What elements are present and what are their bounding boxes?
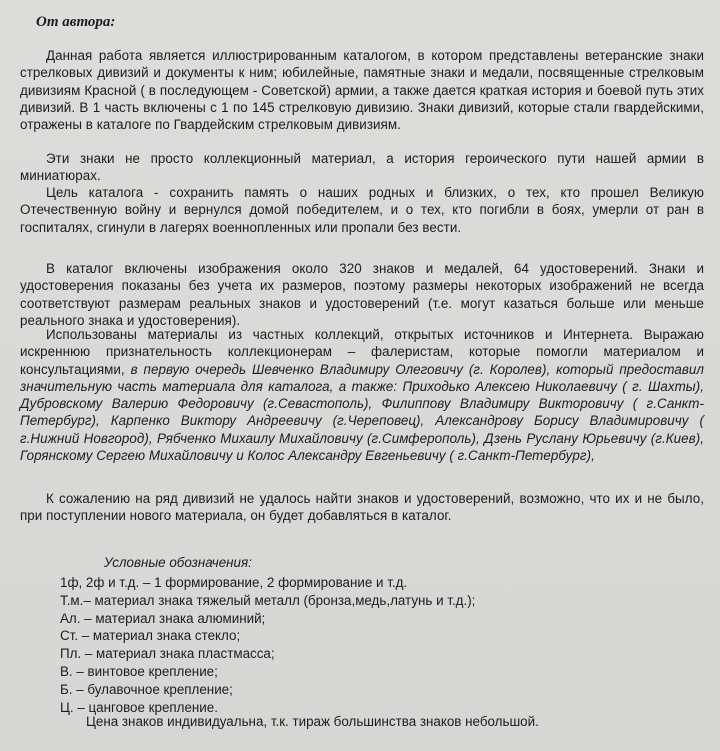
legend-item: В. – винтовое крепление; — [60, 663, 218, 679]
acknowledgements-italic: в первую очередь Шевченко Владимиру Олеговичу (г. Королев), который предоставил значительную часть материала для каталога, а также: Приходько Алексею Николаевичу ( г. Шахты), Дубровскому Валерию Федоровичу (г.Севастополь), Филиппову Владимиру Викторовичу ( г.Санкт-Петербург), Карпенко Виктору Андреевичу (г.Череповец), Александрову Борису Владимировичу ( г.Нижний Новгород), Рябченко Михаилу Михайловичу (г.Симферополь), Дзень Руслану Юрьевичу (г.Киев), Горянскому Сергею Михайловичу и Колос Александру Евгеньевичу ( г.Санкт-Петербург), — [20, 361, 705, 464]
legend-item: Т.м.– материал знака тяжелый металл (бронза,медь,латунь и т.д.); — [60, 592, 476, 608]
paragraph-intro: Данная работа является иллюстрированным каталогом, в котором представлены ветеранские знаки стрелковых дивизий и документы к ним; юбилейные, памятные знаки и медали, посвященные стрелковым дивизиям Красной ( в последующем - Советской) армии, а также дается краткая история и боевой путь этих дивизий. В 1 часть включены с 1 по 145 стрелковую дивизию. Знаки дивизий, которые стали гвардейскими, отражены в каталоге по Гвардейским стрелковым дивизиям. — [20, 48, 704, 133]
paragraph-regret: К сожалению на ряд дивизий не удалось найти знаков и удостоверений, возможно, что их и не было, при поступлении нового материала, он будет добавляться в каталог. — [20, 491, 704, 524]
legend-list — [60, 574, 475, 716]
legend-item: Ал. – материал знака алюминий; — [60, 610, 266, 626]
legend-item: Пл. – материал знака пластмасса; — [60, 646, 275, 662]
paragraph-contents: В каталог включены изображения около 320 знаков и медалей, 64 удостоверений. Знаки и удостоверения показаны без учета их размеров, поэтому размеры некоторых изображений не всегда соответствуют размерам реальных знаков и удостоверений (т.е. могут казаться больше или меньше реального знака и удостоверения). — [20, 261, 704, 328]
paragraph-acknowledgements — [20, 326, 704, 464]
price-note: Цена знаков индивидуальна, т.к. тираж большинства знаков небольшой. — [86, 714, 539, 729]
legend-item: Ц. – цанговое крепление. — [60, 699, 218, 715]
paragraph-miniatures: Эти знаки не просто коллекционный материал, а история героического пути нашей армии в миниатюрах. — [20, 151, 704, 184]
author-heading: От автора: — [36, 14, 116, 30]
acknowledgements-plain: Использованы материалы из частных коллекций, открытых источников и Интернета. Выражаю искреннюю признательность коллекционерам – фалеристам, которые помогли материалом и консультациями, — [20, 327, 704, 377]
legend-item: Ст. – материал знака стекло; — [60, 628, 241, 644]
paragraph-purpose: Цель каталога - сохранить память о наших родных и близких, о тех, кто прошел Великую Отечественную войну и вернулся домой победителем, и о тех, кто погибли в боях, умерли от ран в госпиталях, сгинули в лагерях военнопленных или пропали без вести. — [20, 185, 704, 235]
legend-title: Условные обозначения: — [104, 555, 252, 570]
legend-item: 1ф, 2ф и т.д. – 1 формирование, 2 формирование и т.д. — [60, 575, 408, 590]
legend-item: Б. – булавочное крепление; — [60, 681, 233, 697]
